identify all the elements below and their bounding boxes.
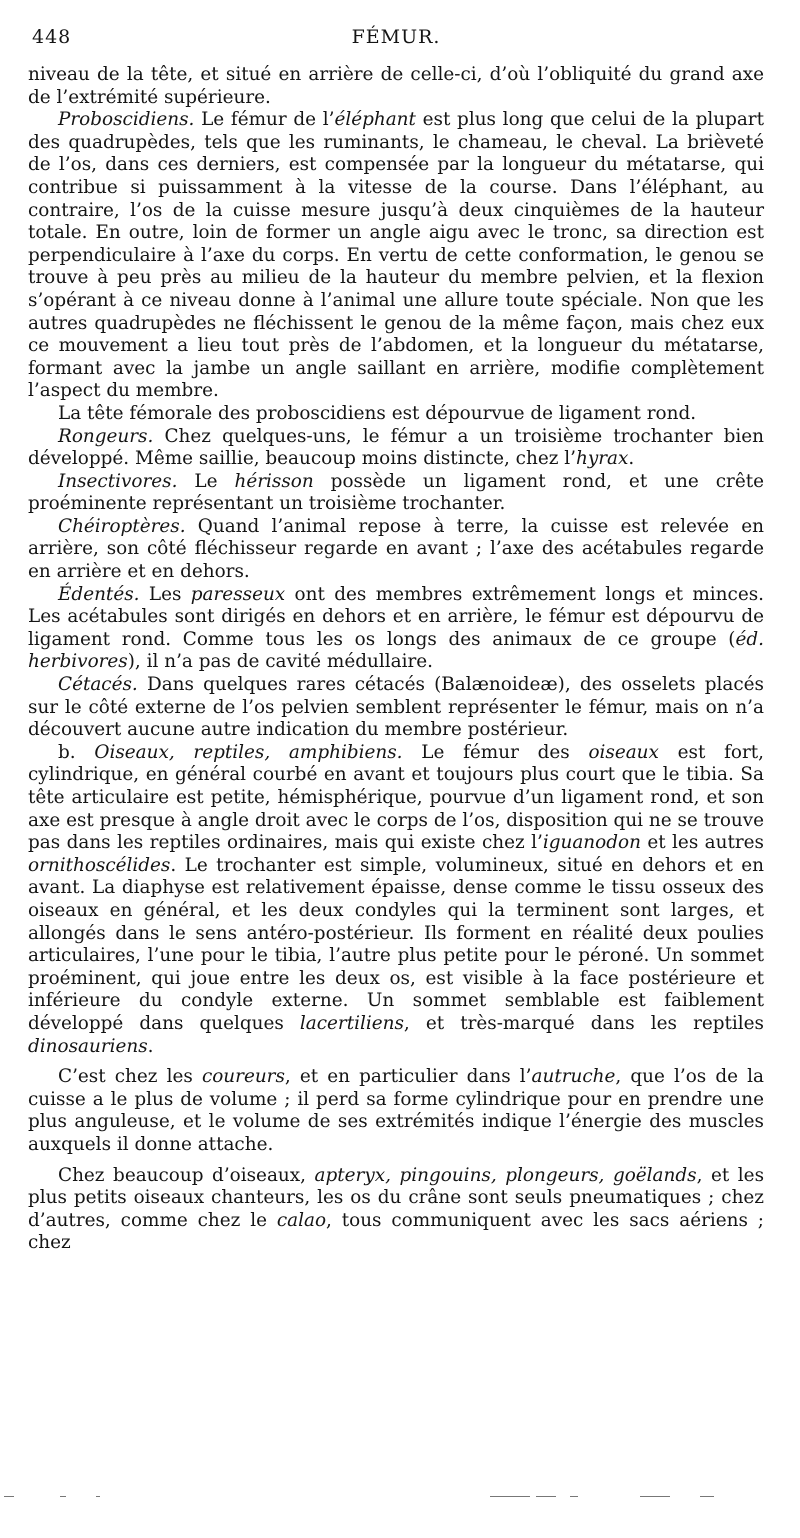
italic-run: Rongeurs. — [58, 425, 154, 447]
italic-run: ornithoscélides — [28, 854, 171, 876]
text-run: . Le trochanter est simple, volumineux, situé en dehors et en avant. La diaphyse est relativement épaisse, dense comme le tissu osseux des oiseaux en général, et les deux condyles qui la terminent sont larges, et allongés dans le sens antéro-postérieur. Ils forment en réalité deux poulies articulaires, l’une pour le tibia, l’autre plus petite pour le péroné. Un sommet proéminent, qui joue entre les deux os, est visible à la face postérieure et inférieure du condyle externe. Un sommet semblable est faiblement développé dans quelques — [28, 854, 764, 1034]
text-run: . — [147, 1035, 154, 1057]
text-run: b. — [58, 741, 95, 763]
text-run: , que l’os de la cuisse a le plus de volume ; il perd sa forme cylindrique pour en prendre une plus anguleuse, et le volume de ses extrémités indique l’énergie des muscles auxquels il donne attache. — [28, 1066, 764, 1155]
text-run: possède un ligament rond, et une crête proéminente représentant un troisième trochanter. — [28, 470, 764, 515]
page-header — [28, 26, 764, 56]
italic-run: Proboscidiens. — [58, 109, 195, 131]
text-run: Le fémur de l’ — [194, 109, 335, 131]
italic-run: Édentés. — [58, 583, 140, 605]
italic-run: hérisson — [234, 470, 314, 492]
text-run: , tous communiquent avec les sacs aériens ; chez — [28, 1209, 764, 1254]
text-run: et les autres — [640, 832, 764, 854]
italic-run: autruche — [531, 1066, 616, 1088]
italic-run: Insectivores. — [58, 470, 178, 492]
text-run: , et très-marqué dans les reptiles — [403, 1012, 764, 1034]
paragraph — [28, 1066, 764, 1156]
paragraph — [28, 674, 764, 742]
text-run: . — [628, 448, 635, 470]
italic-run: hyrax — [575, 448, 629, 470]
paragraph — [28, 742, 764, 1058]
paragraph — [28, 471, 764, 516]
paragraph — [28, 1165, 764, 1255]
italic-run: calao — [276, 1209, 327, 1231]
scan-artifact-line — [0, 1494, 800, 1500]
italic-run: Oiseaux, reptiles, amphibiens. — [94, 741, 403, 763]
text-run: Le fémur des — [402, 741, 589, 763]
text-run: ont des membres extrêmement longs et minces. Les acétabules sont dirigés en dehors et en arrière, le fémur est dépourvu de ligament rond. Comme tous les os longs des animaux de ce groupe ( — [28, 583, 764, 650]
italic-run: oiseaux — [588, 741, 659, 763]
text-run: est plus long que celui de la plupart des quadrupèdes, tels que les ruminants, le chameau, le cheval. La brièveté de l’os, dans ces derniers, est compensée par la longueur du métatarse, qui contribue si puissamment à la vitesse de la course. Dans l’éléphant, au contraire, l’os de la cuisse mesure jusqu’à deux cinquièmes de la hauteur totale. En outre, loin de former un angle aigu avec le tronc, sa direction est perpendiculaire à l’axe du corps. En vertu de cette conformation, le genou se trouve à peu près au milieu de la hauteur du membre pelvien, et la flexion s’opérant à ce niveau donne à l’animal une allure toute spéciale. Non que les autres quadrupèdes ne fléchissent le genou de la même façon, mais chez eux ce mouvement a lieu tout près de l’abdomen, et la longueur du métatarse, formant avec la jambe un angle saillant en arrière, modifie complètement l’aspect du membre. — [28, 109, 764, 402]
italic-run: éd. herbivores — [28, 628, 764, 673]
paragraph — [28, 426, 764, 471]
text-run: Chez beaucoup d’oiseaux, — [58, 1164, 315, 1186]
text-run: niveau de la tête, et situé en arrière de celle-ci, d’où l’obliquité du grand axe de l’extrémité supérieure. — [28, 64, 764, 108]
italic-run: paresseux — [190, 583, 286, 605]
paragraph — [28, 584, 764, 674]
italic-run: Chéiroptères. — [58, 515, 186, 537]
running-title: FÉMUR. — [351, 26, 441, 48]
italic-run: apteryx, pingouins, plongeurs, goëlands — [314, 1164, 697, 1186]
italic-run: dinosauriens — [28, 1035, 148, 1057]
italic-run: éléphant — [334, 109, 416, 131]
text-run: C’est chez les — [58, 1066, 202, 1088]
text-run: Quand l’animal repose à terre, la cuisse est relevée en arrière, son côté fléchisseur regarde en avant ; l’axe des acétabules regarde en arrière et en dehors. — [28, 515, 764, 583]
text-run: Chez quelques-uns, le fémur a un troisième trochanter bien développé. Même saillie, beaucoup moins distincte, chez l’ — [28, 425, 764, 470]
text-run: , et les plus petits oiseaux chanteurs, les os du crâne sont seuls pneumatiques ; chez d’autres, comme chez le — [28, 1164, 765, 1231]
italic-run: lacertiliens — [299, 1012, 404, 1034]
paragraph — [28, 403, 764, 426]
italic-run: iguanodon — [542, 832, 641, 854]
text-run: La tête fémorale des proboscidiens est dépourvue de ligament rond. — [58, 402, 697, 424]
text-run: est fort, cylindrique, en général courbé en avant et toujours plus court que le tibia. Sa tête articulaire est petite, hémisphérique, pourvue d’un ligament rond, et son axe est presque à angle droit avec le corps de l’os, disposition qui ne se trouve pas dans les reptiles ordinaires, mais qui existe chez l’ — [28, 741, 765, 854]
text-run: , et en particulier dans l’ — [284, 1066, 532, 1088]
text-run: Les — [139, 583, 191, 605]
text-run: Le — [177, 470, 235, 492]
paragraph — [28, 64, 764, 109]
body-text — [28, 64, 764, 1255]
text-run: ), il n’a pas de cavité médullaire. — [127, 651, 433, 673]
text-run: Dans quelques rares cétacés (Balænoideæ), des osselets placés sur le côté externe de l’os pelvien semblent représenter le fémur, mais on n’a découvert aucune autre indication du membre postérieur. — [28, 674, 764, 741]
page-number: 448 — [32, 26, 72, 48]
italic-run: coureurs — [201, 1066, 285, 1088]
italic-run: Cétacés. — [58, 674, 138, 696]
paragraph — [28, 109, 764, 403]
paragraph — [28, 516, 764, 584]
